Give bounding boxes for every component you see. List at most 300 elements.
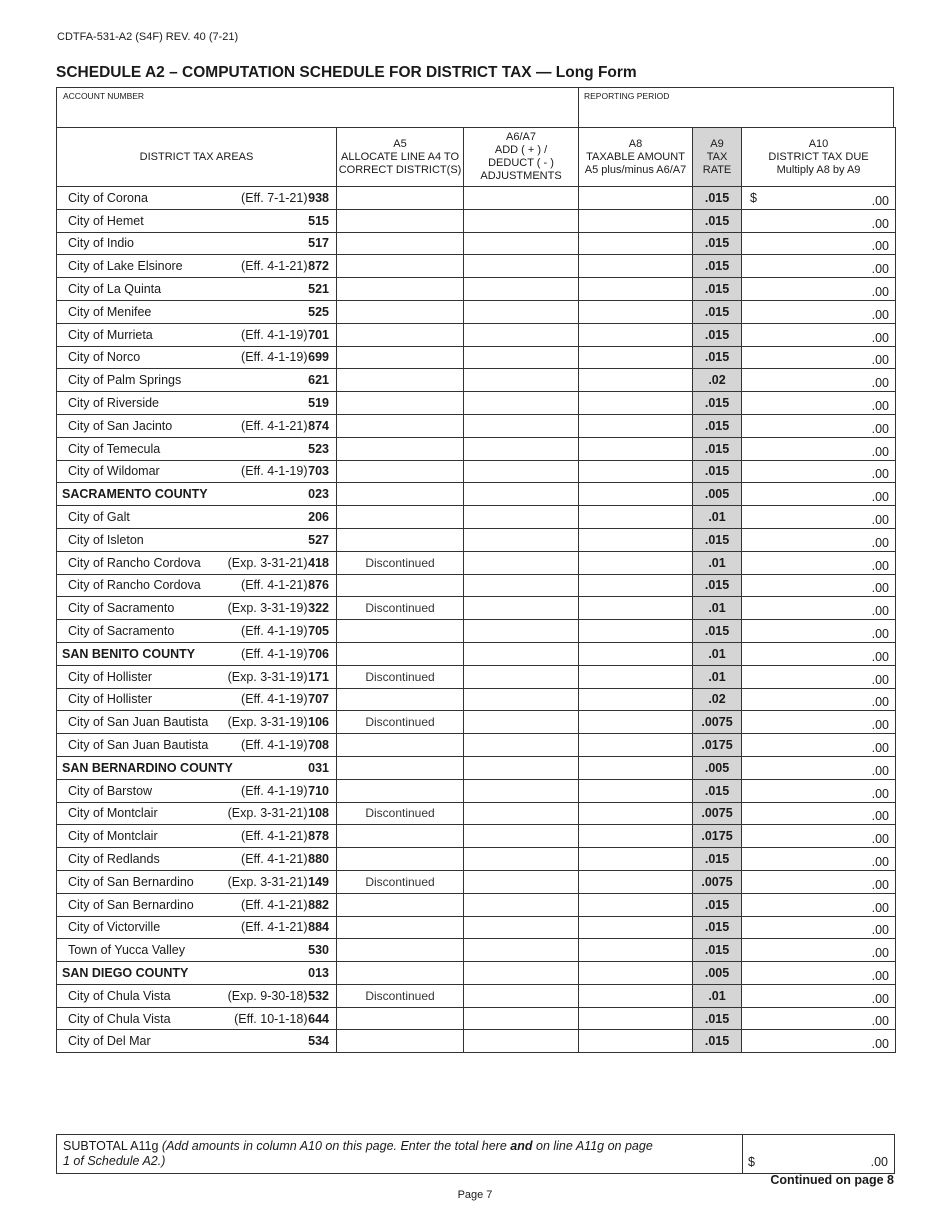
- a5-allocate-field[interactable]: [337, 323, 464, 346]
- a8-taxable-amount-field[interactable]: [579, 483, 693, 506]
- cents: .00: [871, 923, 890, 938]
- a8-taxable-amount-field[interactable]: [579, 346, 693, 369]
- a5-allocate-field[interactable]: [337, 642, 464, 665]
- a5-allocate-field[interactable]: Discontinued: [337, 802, 464, 825]
- a5-allocate-field[interactable]: [337, 346, 464, 369]
- district-code: 023: [308, 483, 337, 506]
- subtotal-amount-field[interactable]: [742, 1135, 894, 1173]
- a8-taxable-amount-field[interactable]: [579, 870, 693, 893]
- a6a7-adjustments-field[interactable]: [464, 209, 579, 232]
- a8-taxable-amount-field[interactable]: [579, 688, 693, 711]
- table-row: [57, 984, 896, 1007]
- a8-taxable-amount-field[interactable]: [579, 848, 693, 871]
- district-code: 884: [308, 916, 337, 939]
- table-row: [57, 232, 896, 255]
- a5-allocate-field[interactable]: [337, 916, 464, 939]
- a10-district-tax-due-field[interactable]: [742, 962, 896, 985]
- a6a7-adjustments-field[interactable]: [464, 962, 579, 985]
- table-row: [57, 437, 896, 460]
- a10-district-tax-due-field[interactable]: [742, 756, 896, 779]
- a9-tax-rate: .015: [693, 779, 742, 802]
- district-name: SAN BERNARDINO COUNTY: [62, 760, 233, 775]
- district-code: 706: [308, 642, 337, 665]
- a5-allocate-field[interactable]: [337, 187, 464, 210]
- cents: .00: [871, 1037, 890, 1052]
- a10-district-tax-due-field[interactable]: [742, 734, 896, 757]
- header-a9-line2: RATE: [702, 163, 732, 176]
- a9-tax-rate: .01: [693, 665, 742, 688]
- district-name: SAN BENITO COUNTY: [62, 646, 196, 661]
- a10-district-tax-due-field[interactable]: [742, 688, 896, 711]
- effective-date: (Eff. 4-1-21): [241, 897, 308, 912]
- subtotal-instr-2: on line A11g on page 1 of Schedule A2.): [63, 1139, 653, 1168]
- a6a7-adjustments-field[interactable]: [464, 392, 579, 415]
- a9-tax-rate: .005: [693, 483, 742, 506]
- a5-allocate-field[interactable]: [337, 574, 464, 597]
- effective-date: (Eff. 4-1-21): [241, 259, 308, 274]
- a10-district-tax-due-field[interactable]: [742, 574, 896, 597]
- a5-allocate-field[interactable]: Discontinued: [337, 870, 464, 893]
- a8-taxable-amount-field[interactable]: [579, 506, 693, 529]
- a9-tax-rate: .015: [693, 323, 742, 346]
- effective-date: (Eff. 4-1-19): [241, 464, 308, 479]
- a5-allocate-field[interactable]: [337, 278, 464, 301]
- a6a7-adjustments-field[interactable]: [464, 187, 579, 210]
- table-row: [57, 848, 896, 871]
- a6a7-adjustments-field[interactable]: [464, 255, 579, 278]
- district-name: City of Barstow: [68, 783, 153, 798]
- a5-allocate-field[interactable]: [337, 1007, 464, 1030]
- district-name: SACRAMENTO COUNTY: [62, 487, 208, 502]
- a5-allocate-field[interactable]: [337, 688, 464, 711]
- a10-district-tax-due-field[interactable]: [742, 392, 896, 415]
- table-row: [57, 620, 896, 643]
- effective-date: (Exp. 3-31-19): [227, 715, 308, 730]
- a5-allocate-field[interactable]: [337, 414, 464, 437]
- table-row: [57, 528, 896, 551]
- a9-tax-rate: .015: [693, 893, 742, 916]
- a6a7-adjustments-field[interactable]: [464, 574, 579, 597]
- account-divider: [578, 88, 579, 127]
- district-code: 108: [308, 802, 337, 825]
- page-number: Page 7: [457, 1189, 493, 1201]
- cents: .00: [871, 421, 890, 436]
- a5-allocate-field[interactable]: Discontinued: [337, 711, 464, 734]
- a6a7-adjustments-field[interactable]: [464, 597, 579, 620]
- a8-taxable-amount-field[interactable]: [579, 962, 693, 985]
- cents: .00: [871, 626, 890, 641]
- district-code: 519: [308, 392, 337, 415]
- district-code: 703: [308, 460, 337, 483]
- a6a7-adjustments-field[interactable]: [464, 460, 579, 483]
- a9-tax-rate: .015: [693, 346, 742, 369]
- effective-date: (Eff. 4-1-21): [241, 920, 308, 935]
- district-code: 532: [308, 984, 337, 1007]
- district-area-cell: [57, 939, 308, 962]
- a8-taxable-amount-field[interactable]: [579, 187, 693, 210]
- district-name: City of Wildomar: [68, 464, 160, 479]
- a10-district-tax-due-field[interactable]: [742, 711, 896, 734]
- a5-allocate-field[interactable]: [337, 756, 464, 779]
- a9-tax-rate: .015: [693, 620, 742, 643]
- a10-district-tax-due-field[interactable]: [742, 255, 896, 278]
- a9-tax-rate: .015: [693, 574, 742, 597]
- a5-allocate-field[interactable]: [337, 209, 464, 232]
- a9-tax-rate: .0075: [693, 802, 742, 825]
- a6a7-adjustments-field[interactable]: [464, 939, 579, 962]
- district-name: City of Sacramento: [68, 601, 175, 616]
- a5-allocate-field[interactable]: [337, 528, 464, 551]
- effective-date: (Eff. 4-1-19): [241, 783, 308, 798]
- district-code: 106: [308, 711, 337, 734]
- table-row: [57, 255, 896, 278]
- a8-taxable-amount-field[interactable]: [579, 893, 693, 916]
- header-a10-line2: Multiply A8 by A9: [776, 163, 861, 176]
- district-name: City of Corona: [68, 190, 148, 205]
- a10-district-tax-due-field[interactable]: [742, 414, 896, 437]
- a8-taxable-amount-field[interactable]: [579, 528, 693, 551]
- a5-allocate-field[interactable]: [337, 1030, 464, 1053]
- a9-tax-rate: .015: [693, 848, 742, 871]
- a5-allocate-field[interactable]: [337, 620, 464, 643]
- a6a7-adjustments-field[interactable]: [464, 483, 579, 506]
- cents: .00: [871, 398, 890, 413]
- a5-allocate-field[interactable]: Discontinued: [337, 665, 464, 688]
- a5-allocate-field[interactable]: [337, 825, 464, 848]
- a8-taxable-amount-field[interactable]: [579, 802, 693, 825]
- a6a7-adjustments-field[interactable]: [464, 916, 579, 939]
- account-number-field[interactable]: ACCOUNT NUMBER: [63, 91, 145, 101]
- a6a7-adjustments-field[interactable]: [464, 346, 579, 369]
- district-code: 710: [308, 779, 337, 802]
- a9-tax-rate: .01: [693, 984, 742, 1007]
- header-a5-code: A5: [393, 137, 407, 150]
- district-code: 882: [308, 893, 337, 916]
- a10-district-tax-due-field[interactable]: [742, 460, 896, 483]
- a10-district-tax-due-field[interactable]: [742, 665, 896, 688]
- a8-taxable-amount-field[interactable]: [579, 825, 693, 848]
- district-name: City of San Juan Bautista: [68, 738, 209, 753]
- cents: .00: [871, 376, 890, 391]
- a10-district-tax-due-field[interactable]: [742, 232, 896, 255]
- a5-allocate-field[interactable]: Discontinued: [337, 984, 464, 1007]
- a8-taxable-amount-field[interactable]: [579, 756, 693, 779]
- a8-taxable-amount-field[interactable]: [579, 209, 693, 232]
- district-name: City of Victorville: [68, 920, 161, 935]
- a6a7-adjustments-field[interactable]: [464, 620, 579, 643]
- a8-taxable-amount-field[interactable]: [579, 1030, 693, 1053]
- effective-date: (Eff. 4-1-21): [241, 829, 308, 844]
- a8-taxable-amount-field[interactable]: [579, 232, 693, 255]
- header-a10: [742, 128, 896, 187]
- a5-allocate-field[interactable]: [337, 779, 464, 802]
- a6a7-adjustments-field[interactable]: [464, 506, 579, 529]
- a5-allocate-field[interactable]: [337, 848, 464, 871]
- a5-allocate-field[interactable]: Discontinued: [337, 551, 464, 574]
- cents: .00: [871, 330, 890, 345]
- subtotal-dollar-sign: $: [748, 1155, 755, 1169]
- a6a7-adjustments-field[interactable]: [464, 642, 579, 665]
- a9-tax-rate: .015: [693, 414, 742, 437]
- district-name: City of Menifee: [68, 304, 152, 319]
- a5-allocate-field[interactable]: [337, 392, 464, 415]
- a9-tax-rate: .015: [693, 528, 742, 551]
- district-code: 705: [308, 620, 337, 643]
- district-name: City of Lake Elsinore: [68, 259, 183, 274]
- subtotal-instructions: [63, 1139, 663, 1169]
- title-suffix: Long Form: [555, 64, 637, 81]
- title-main: SCHEDULE A2 – COMPUTATION SCHEDULE FOR DISTRICT TAX —: [56, 64, 552, 81]
- district-code: 418: [308, 551, 337, 574]
- a8-taxable-amount-field[interactable]: [579, 300, 693, 323]
- page-title: [56, 64, 637, 82]
- a10-district-tax-due-field[interactable]: [742, 300, 896, 323]
- a10-district-tax-due-field[interactable]: [742, 187, 896, 210]
- a8-taxable-amount-field[interactable]: [579, 597, 693, 620]
- a9-tax-rate: .01: [693, 551, 742, 574]
- a6a7-adjustments-field[interactable]: [464, 825, 579, 848]
- district-name: Town of Yucca Valley: [68, 943, 185, 958]
- a6a7-adjustments-field[interactable]: [464, 711, 579, 734]
- a8-taxable-amount-field[interactable]: [579, 916, 693, 939]
- table-row: [57, 665, 896, 688]
- a10-district-tax-due-field[interactable]: [742, 939, 896, 962]
- a10-district-tax-due-field[interactable]: [742, 437, 896, 460]
- header-a10-code: A10: [808, 137, 829, 150]
- a8-taxable-amount-field[interactable]: [579, 369, 693, 392]
- a10-district-tax-due-field[interactable]: [742, 916, 896, 939]
- a6a7-adjustments-field[interactable]: [464, 779, 579, 802]
- a5-allocate-field[interactable]: [337, 483, 464, 506]
- a10-district-tax-due-field[interactable]: [742, 346, 896, 369]
- district-code: 938: [308, 187, 337, 210]
- a8-taxable-amount-field[interactable]: [579, 779, 693, 802]
- a8-taxable-amount-field[interactable]: [579, 1007, 693, 1030]
- a6a7-adjustments-field[interactable]: [464, 278, 579, 301]
- a5-allocate-field[interactable]: [337, 369, 464, 392]
- a6a7-adjustments-field[interactable]: [464, 528, 579, 551]
- a8-taxable-amount-field[interactable]: [579, 278, 693, 301]
- header-a9: [693, 128, 742, 187]
- a10-district-tax-due-field[interactable]: [742, 1007, 896, 1030]
- a9-tax-rate: .015: [693, 460, 742, 483]
- table-row: [57, 483, 896, 506]
- cents: .00: [871, 604, 890, 619]
- subtotal-instr-1: (Add amounts in column A10 on this page. Enter the total here: [161, 1139, 507, 1153]
- a6a7-adjustments-field[interactable]: [464, 756, 579, 779]
- district-name: City of Norco: [68, 350, 141, 365]
- district-area-cell: [57, 984, 308, 1007]
- a10-district-tax-due-field[interactable]: [742, 323, 896, 346]
- a8-taxable-amount-field[interactable]: [579, 620, 693, 643]
- a9-tax-rate: .02: [693, 688, 742, 711]
- a9-tax-rate: .0175: [693, 825, 742, 848]
- a8-taxable-amount-field[interactable]: [579, 551, 693, 574]
- a5-allocate-field[interactable]: [337, 460, 464, 483]
- cents: .00: [871, 832, 890, 847]
- district-code: 530: [308, 939, 337, 962]
- district-area-cell: [57, 597, 308, 620]
- a8-taxable-amount-field[interactable]: [579, 255, 693, 278]
- a5-allocate-field[interactable]: [337, 437, 464, 460]
- cents: .00: [871, 740, 890, 755]
- cents: .00: [871, 900, 890, 915]
- a10-district-tax-due-field[interactable]: [742, 528, 896, 551]
- a9-tax-rate: .015: [693, 187, 742, 210]
- district-area-cell: [57, 893, 308, 916]
- a8-taxable-amount-field[interactable]: [579, 323, 693, 346]
- subtotal-a11g: [56, 1134, 895, 1174]
- a6a7-adjustments-field[interactable]: [464, 734, 579, 757]
- district-area-cell: [57, 916, 308, 939]
- effective-date: (Eff. 4-1-19): [241, 327, 308, 342]
- district-code: 031: [308, 756, 337, 779]
- district-name: City of San Juan Bautista: [68, 715, 209, 730]
- a8-taxable-amount-field[interactable]: [579, 939, 693, 962]
- a10-district-tax-due-field[interactable]: [742, 278, 896, 301]
- a10-district-tax-due-field[interactable]: [742, 779, 896, 802]
- a6a7-adjustments-field[interactable]: [464, 551, 579, 574]
- a6a7-adjustments-field[interactable]: [464, 688, 579, 711]
- continued-note: Continued on page 8: [770, 1173, 894, 1187]
- table-row: [57, 187, 896, 210]
- district-code: 699: [308, 346, 337, 369]
- a6a7-adjustments-field[interactable]: [464, 665, 579, 688]
- a10-district-tax-due-field[interactable]: [742, 870, 896, 893]
- district-name: City of Riverside: [68, 396, 159, 411]
- cents: .00: [871, 695, 890, 710]
- a6a7-adjustments-field[interactable]: [464, 802, 579, 825]
- header-a8-code: A8: [628, 137, 643, 150]
- a5-allocate-field[interactable]: [337, 939, 464, 962]
- a6a7-adjustments-field[interactable]: [464, 870, 579, 893]
- a8-taxable-amount-field[interactable]: [579, 392, 693, 415]
- effective-date: (Eff. 4-1-21): [241, 578, 308, 593]
- a6a7-adjustments-field[interactable]: [464, 437, 579, 460]
- a8-taxable-amount-field[interactable]: [579, 460, 693, 483]
- district-area-cell: [57, 392, 308, 415]
- account-header: [56, 87, 894, 127]
- a10-district-tax-due-field[interactable]: [742, 825, 896, 848]
- table-row: [57, 642, 896, 665]
- a10-district-tax-due-field[interactable]: [742, 620, 896, 643]
- a8-taxable-amount-field[interactable]: [579, 642, 693, 665]
- district-area-cell: [57, 825, 308, 848]
- a6a7-adjustments-field[interactable]: [464, 323, 579, 346]
- effective-date: (Eff. 7-1-21): [241, 190, 308, 205]
- district-name: City of Isleton: [68, 532, 144, 547]
- a6a7-adjustments-field[interactable]: [464, 1030, 579, 1053]
- a5-allocate-field[interactable]: [337, 506, 464, 529]
- a9-tax-rate: .01: [693, 597, 742, 620]
- a10-district-tax-due-field[interactable]: [742, 597, 896, 620]
- header-a6a7: [464, 128, 579, 187]
- cents: .00: [871, 216, 890, 231]
- a5-allocate-field[interactable]: [337, 255, 464, 278]
- cents: .00: [871, 968, 890, 983]
- a8-taxable-amount-field[interactable]: [579, 711, 693, 734]
- district-area-cell: [57, 323, 308, 346]
- district-area-cell: [57, 756, 308, 779]
- a10-district-tax-due-field[interactable]: [742, 369, 896, 392]
- table-row: [57, 916, 896, 939]
- a10-district-tax-due-field[interactable]: [742, 802, 896, 825]
- a8-taxable-amount-field[interactable]: [579, 437, 693, 460]
- a10-district-tax-due-field[interactable]: [742, 483, 896, 506]
- district-name: City of San Bernardino: [68, 874, 194, 889]
- a6a7-adjustments-field[interactable]: [464, 232, 579, 255]
- a6a7-adjustments-field[interactable]: [464, 1007, 579, 1030]
- a6a7-adjustments-field[interactable]: [464, 300, 579, 323]
- a10-district-tax-due-field[interactable]: [742, 984, 896, 1007]
- a6a7-adjustments-field[interactable]: [464, 414, 579, 437]
- a5-allocate-field[interactable]: [337, 232, 464, 255]
- table-row: [57, 323, 896, 346]
- cents: .00: [871, 649, 890, 664]
- a8-taxable-amount-field[interactable]: [579, 574, 693, 597]
- a6a7-adjustments-field[interactable]: [464, 848, 579, 871]
- a10-district-tax-due-field[interactable]: [742, 642, 896, 665]
- table-row: [57, 209, 896, 232]
- a5-allocate-field[interactable]: [337, 734, 464, 757]
- a10-district-tax-due-field[interactable]: [742, 893, 896, 916]
- district-area-cell: [57, 665, 308, 688]
- district-area-cell: [57, 187, 308, 210]
- effective-date: (Eff. 4-1-19): [241, 738, 308, 753]
- effective-date: (Exp. 9-30-18): [227, 988, 308, 1003]
- district-code: 534: [308, 1030, 337, 1053]
- a8-taxable-amount-field[interactable]: [579, 734, 693, 757]
- a10-district-tax-due-field[interactable]: [742, 506, 896, 529]
- a10-district-tax-due-field[interactable]: [742, 848, 896, 871]
- district-area-cell: [57, 870, 308, 893]
- reporting-period-field[interactable]: REPORTING PERIOD: [584, 91, 670, 101]
- a6a7-adjustments-field[interactable]: [464, 984, 579, 1007]
- district-name: City of Rancho Cordova: [68, 555, 201, 570]
- district-area-cell: [57, 369, 308, 392]
- effective-date: (Eff. 4-1-19): [241, 692, 308, 707]
- cents: .00: [871, 490, 890, 505]
- cents: .00: [871, 467, 890, 482]
- a10-district-tax-due-field[interactable]: [742, 1030, 896, 1053]
- effective-date: (Exp. 3-31-21): [227, 806, 308, 821]
- a5-allocate-field[interactable]: Discontinued: [337, 597, 464, 620]
- a5-allocate-field[interactable]: [337, 300, 464, 323]
- a8-taxable-amount-field[interactable]: [579, 414, 693, 437]
- a8-taxable-amount-field[interactable]: [579, 665, 693, 688]
- a6a7-adjustments-field[interactable]: [464, 369, 579, 392]
- district-area-cell: [57, 278, 308, 301]
- cents: .00: [871, 946, 890, 961]
- district-code: 517: [308, 232, 337, 255]
- a6a7-adjustments-field[interactable]: [464, 893, 579, 916]
- header-a8-line1: TAXABLE AMOUNT: [586, 150, 685, 163]
- a10-district-tax-due-field[interactable]: [742, 209, 896, 232]
- header-a6a7-line2: DEDUCT ( - ): [488, 157, 554, 169]
- a8-taxable-amount-field[interactable]: [579, 984, 693, 1007]
- cents: .00: [871, 1014, 890, 1029]
- district-area-cell: [57, 620, 308, 643]
- district-area-cell: [57, 255, 308, 278]
- table-row: [57, 414, 896, 437]
- district-name: City of San Jacinto: [68, 418, 173, 433]
- table-row: [57, 346, 896, 369]
- a5-allocate-field[interactable]: [337, 962, 464, 985]
- a10-district-tax-due-field[interactable]: [742, 551, 896, 574]
- a5-allocate-field[interactable]: [337, 893, 464, 916]
- header-a5-line2: CORRECT DISTRICT(S): [338, 163, 462, 176]
- district-code: 707: [308, 688, 337, 711]
